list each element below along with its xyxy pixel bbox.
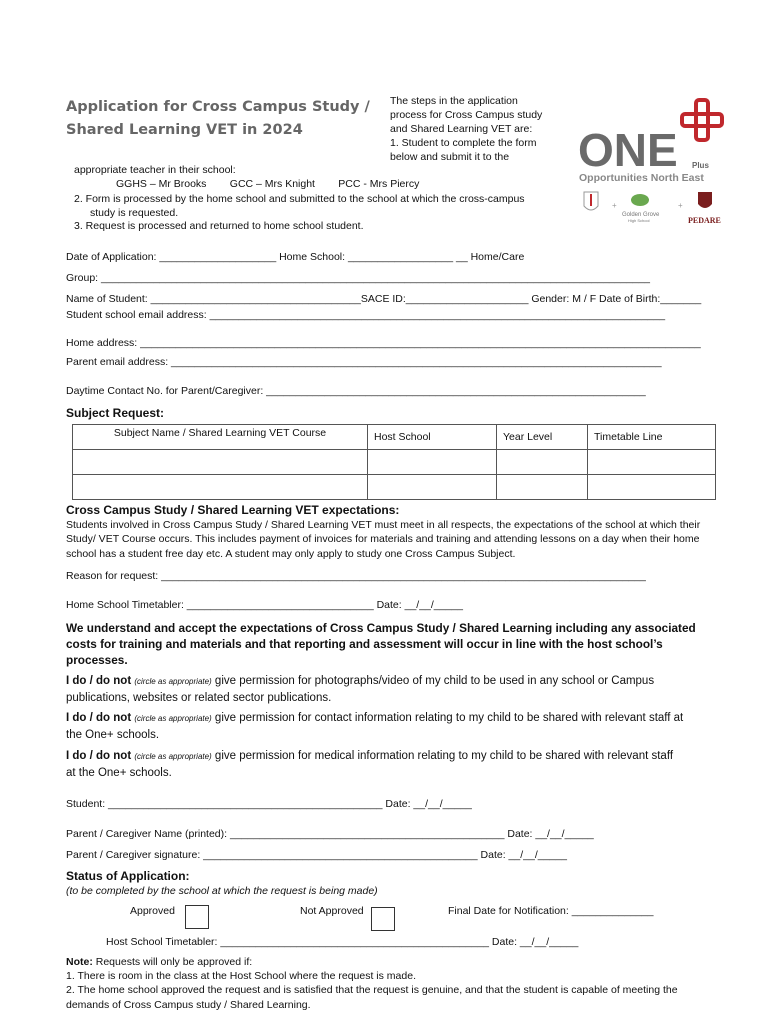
host-timetabler-field[interactable]: Host School Timetabler: ______________________________________________ Date: __/__/_____ <box>106 936 579 948</box>
home-address-field[interactable]: Home address: ________________________________________________________________________________________________ <box>66 337 701 349</box>
group-field[interactable]: Group: ______________________________________________________________________________________________ <box>66 272 650 284</box>
step-1-continued: appropriate teacher in their school: <box>74 164 236 176</box>
approved-checkbox[interactable] <box>185 905 209 929</box>
note-line: 2. The home school approved the request and is satisfied that the request is genuine, and that the student is capable of meeting the <box>66 984 678 996</box>
student-signature-field[interactable]: Student: _______________________________________________ Date: __/__/_____ <box>66 798 472 810</box>
col-timetable-line-header: Timetable Line <box>588 425 716 450</box>
circle-note: (circle as appropriate) <box>134 714 212 723</box>
parent-signature-field[interactable]: Parent / Caregiver signature: _______________________________________________ Date: __/__/_____ <box>66 849 567 861</box>
circle-note: (circle as appropriate) <box>134 677 212 686</box>
note-text: Requests will only be approved if: <box>92 956 253 968</box>
permission-text: give permission for medical information relating to my child to be shared with relevant staff <box>211 750 674 762</box>
step-2: 2. Form is processed by the home school and submitted to the school at which the cross-campus <box>74 193 525 205</box>
parent-name-field[interactable]: Parent / Caregiver Name (printed): _______________________________________________ Date: __/__/_____ <box>66 828 594 840</box>
final-date-field[interactable]: Final Date for Notification: ______________ <box>448 905 654 917</box>
table-row <box>73 450 716 475</box>
subject-table <box>72 424 716 500</box>
agreement-line: processes. <box>66 653 128 667</box>
table-row <box>73 475 716 500</box>
pedare-label: PEDARE <box>688 216 721 225</box>
expectations-line: Students involved in Cross Campus Study / Shared Learning VET must meet in all respects, the expectations of the school at which their <box>66 519 701 531</box>
medical-permission <box>66 748 726 781</box>
gg-label: Golden Grove <box>622 212 660 218</box>
parent-email-field[interactable]: Parent email address: ____________________________________________________________________________________ <box>66 356 662 368</box>
school-crest-icon <box>584 192 598 210</box>
step-2-continued: study is requested. <box>90 207 179 219</box>
reason-field[interactable]: Reason for request: ___________________________________________________________________________________ <box>66 570 646 582</box>
do-do-not-choice[interactable]: I do / do not <box>66 712 132 724</box>
one-plus-logo <box>576 96 736 231</box>
logo-one-text: ONE <box>578 124 678 176</box>
plus-icon <box>682 100 722 140</box>
contact-number-field[interactable]: Daytime Contact No. for Parent/Caregiver: _________________________________________________________________ <box>66 385 646 397</box>
note-line: 1. There is room in the class at the Host School where the request is made. <box>66 970 416 982</box>
pedare-crest-icon <box>688 192 721 225</box>
steps-intro <box>390 94 542 164</box>
steps-line: The steps in the application <box>390 95 518 107</box>
golden-grove-icon <box>622 194 660 223</box>
subject-cell[interactable] <box>73 475 368 500</box>
note-intro <box>66 955 252 969</box>
host-school-cell[interactable] <box>368 475 497 500</box>
timetable-line-cell[interactable] <box>588 475 716 500</box>
col-subject-header: Subject Name / Shared Learning VET Course <box>73 425 368 450</box>
subject-request-heading: Subject Request: <box>66 406 165 420</box>
permission-text: publications, websites or related sector publications. <box>66 692 332 704</box>
steps-line: process for Cross Campus study <box>390 109 543 121</box>
steps-line: 1. Student to complete the form <box>390 137 537 149</box>
status-heading: Status of Application: <box>66 869 190 883</box>
title-line-1: Application for Cross Campus Study / <box>66 99 370 115</box>
timetable-line-cell[interactable] <box>588 450 716 475</box>
student-name-field[interactable]: Name of Student: ____________________________________SACE ID:_____________________ Gender: M / F Date of Birth:_______ <box>66 293 702 305</box>
agreement-line: costs for training and materials and that reporting and assessment will occur in line with the host school’s <box>66 637 663 651</box>
plus-icon: + <box>678 201 683 210</box>
home-timetabler-field[interactable]: Home School Timetabler: ________________________________ Date: __/__/_____ <box>66 599 463 611</box>
student-email-field[interactable]: Student school email address: ______________________________________________________________________________ <box>66 309 666 321</box>
note-label: Note: <box>66 956 93 968</box>
subject-cell[interactable] <box>73 450 368 475</box>
not-approved-label: Not Approved <box>300 905 364 917</box>
gg-sub-label: High School <box>628 218 650 223</box>
not-approved-checkbox[interactable] <box>371 907 395 931</box>
logo-plus-text: Plus <box>692 161 709 170</box>
col-year-level-header: Year Level <box>497 425 588 450</box>
step-3: 3. Request is processed and returned to home school student. <box>74 220 364 232</box>
table-header-row <box>73 425 716 450</box>
permission-text: give permission for photographs/video of my child to be used in any school or Campus <box>211 675 655 687</box>
plus-icon: + <box>612 201 617 210</box>
approved-label: Approved <box>130 905 175 917</box>
expectations-heading: Cross Campus Study / Shared Learning VET expectations: <box>66 503 400 517</box>
host-school-cell[interactable] <box>368 450 497 475</box>
expectations-line: Study/ VET Course occurs. This includes payment of invoices for materials and training and attending lessons on a day when their home <box>66 533 700 545</box>
year-level-cell[interactable] <box>497 450 588 475</box>
year-level-cell[interactable] <box>497 475 588 500</box>
permission-text: at the One+ schools. <box>66 767 172 779</box>
permission-text: give permission for contact information relating to my child to be shared with relevant staff at <box>211 712 684 724</box>
form-title <box>66 96 370 142</box>
agreement-line: We understand and accept the expectations of Cross Campus Study / Shared Learning including any associated <box>66 621 696 635</box>
steps-line: and Shared Learning VET are: <box>390 123 533 135</box>
title-line-2: Shared Learning VET in 2024 <box>66 122 303 138</box>
do-do-not-choice[interactable]: I do / do not <box>66 675 132 687</box>
col-host-school-header: Host School <box>368 425 497 450</box>
do-do-not-choice[interactable]: I do / do not <box>66 750 132 762</box>
one-plus-logo-graphic <box>576 96 736 231</box>
expectations-line: school has a student free day etc. A student may only apply to study one Cross Campus Subject. <box>66 548 516 560</box>
logo-tagline: Opportunities North East <box>579 172 704 184</box>
contact-permission <box>66 710 726 743</box>
agreement-statement <box>66 620 696 668</box>
steps-line: below and submit it to the <box>390 151 510 163</box>
status-subheading: (to be completed by the school at which the request is being made) <box>66 885 378 897</box>
photo-permission <box>66 673 726 706</box>
note-line: demands of Cross Campus study / Shared Learning. <box>66 999 311 1011</box>
date-of-application-field[interactable]: Date of Application: ____________________ Home School: __________________ __ Home/Care <box>66 251 525 263</box>
teacher-list: GGHS – Mr Brooks GCC – Mrs Knight PCC - Mrs Piercy <box>116 178 420 190</box>
circle-note: (circle as appropriate) <box>134 752 212 761</box>
agreement-last-word: processes <box>66 653 125 667</box>
permission-text: the One+ schools. <box>66 729 160 741</box>
